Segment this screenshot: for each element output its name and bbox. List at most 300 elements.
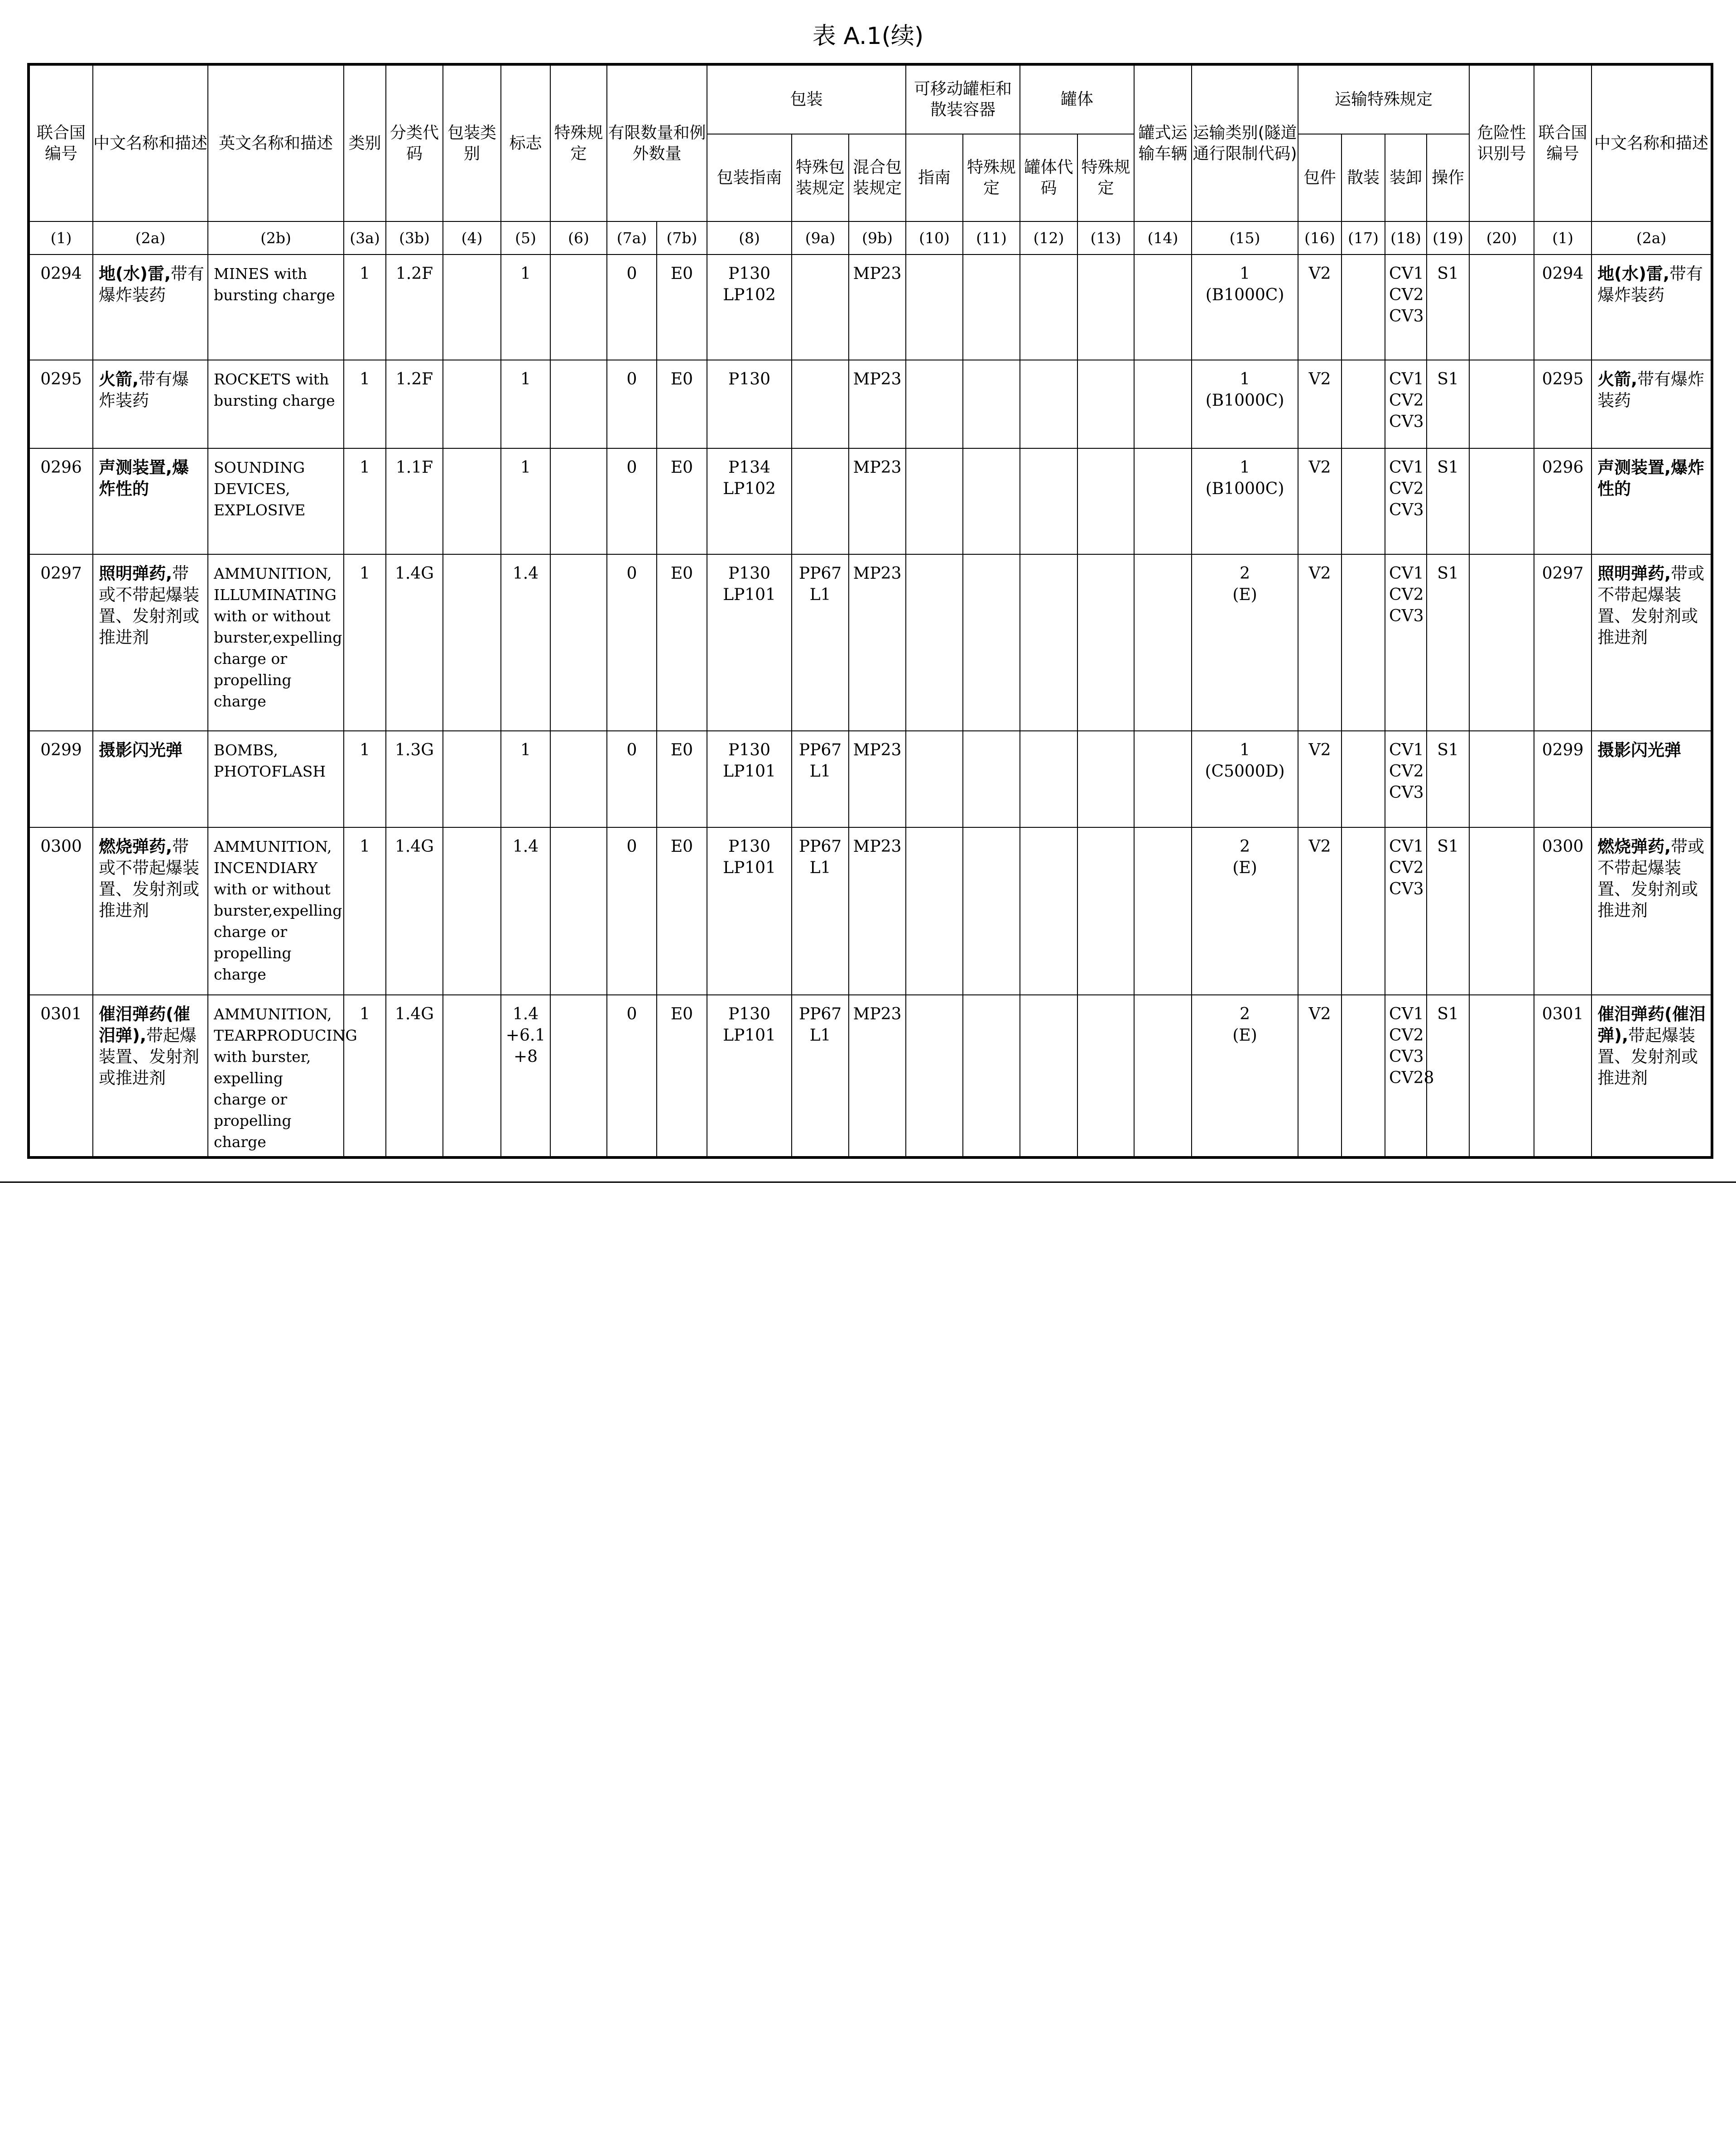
tank-special — [1077, 448, 1134, 554]
tank-vehicle — [1134, 254, 1192, 360]
un-number-right — [1534, 731, 1592, 827]
loading-text: CV1 CV2 CV3 — [1389, 370, 1424, 431]
pt-instructions-text — [906, 255, 962, 266]
column-number: (3a) — [344, 221, 386, 254]
special-pkg — [792, 995, 849, 1157]
name-cn — [93, 827, 208, 994]
packages — [1298, 827, 1342, 994]
table-body — [29, 254, 1712, 1157]
packing-group-text — [443, 255, 500, 266]
loading-text: CV1 CV2 CV3 — [1389, 837, 1424, 899]
name-en-text: BOMBS, PHOTOFLASH — [214, 741, 326, 781]
special-provisions — [550, 360, 607, 448]
dangerous-goods-table — [27, 63, 1713, 1159]
packing-group — [443, 995, 501, 1157]
loading-text: CV1 CV2 CV3 — [1389, 264, 1424, 326]
class-code — [386, 360, 443, 448]
bulk-text — [1342, 255, 1385, 266]
special-pkg — [792, 731, 849, 827]
tank-special — [1077, 995, 1134, 1157]
column-number: (1) — [29, 221, 93, 254]
special-pkg-text: PP67 L1 — [798, 564, 842, 604]
un-number-right — [1534, 448, 1592, 554]
loading — [1385, 360, 1427, 448]
mixed-pkg — [849, 731, 906, 827]
pt-instructions — [906, 995, 963, 1157]
table-row — [29, 254, 1712, 360]
tank-code — [1020, 448, 1077, 554]
special-pkg-text — [792, 449, 848, 460]
tank-vehicle — [1134, 360, 1192, 448]
hazard-id-text — [1470, 255, 1534, 266]
name-en — [208, 254, 344, 360]
mixed-pkg — [849, 827, 906, 994]
labels — [501, 995, 550, 1157]
excepted-qty-text: E0 — [670, 564, 693, 583]
hazard-id — [1469, 554, 1534, 731]
tank-vehicle — [1134, 827, 1192, 994]
limited-qty — [607, 254, 657, 360]
column-number: (9b) — [849, 221, 906, 254]
pkg-instructions — [707, 995, 792, 1157]
name-cn-desc: 带或不带起爆装置、发射剂或推进剂 — [99, 563, 199, 647]
page-bottom-rule — [0, 1181, 1736, 1183]
column-number: (15) — [1192, 221, 1298, 254]
un-number-right — [1534, 360, 1592, 448]
packages — [1298, 360, 1342, 448]
tank-special — [1077, 554, 1134, 731]
limited-qty — [607, 554, 657, 731]
column-number: (7a) — [607, 221, 657, 254]
packages — [1298, 995, 1342, 1157]
class-code-text: 1.2F — [395, 370, 433, 389]
operation-text: S1 — [1437, 837, 1459, 856]
mixed-pkg — [849, 254, 906, 360]
un-number-text: 0300 — [40, 837, 82, 856]
pt-instructions-text — [906, 555, 962, 566]
packages-text: V2 — [1308, 564, 1331, 583]
transport-category — [1192, 554, 1298, 731]
column-number: (2b) — [208, 221, 344, 254]
header-special-provisions: 特殊规定 — [550, 64, 607, 221]
name-cn-desc: 带有爆炸装药 — [1597, 264, 1703, 305]
name-cn-bold: 燃烧弹药, — [99, 837, 173, 857]
pkg-instructions — [707, 360, 792, 448]
special-pkg — [792, 448, 849, 554]
special-pkg — [792, 827, 849, 994]
packing-group-text — [443, 360, 500, 371]
class-code — [386, 448, 443, 554]
bulk-text — [1342, 555, 1385, 566]
un-number-right — [1534, 254, 1592, 360]
limited-qty — [607, 448, 657, 554]
excepted-qty-text: E0 — [670, 458, 693, 477]
tank-special-text — [1078, 555, 1134, 566]
labels-text: 1 — [520, 264, 531, 283]
special-pkg-text: PP67 L1 — [798, 837, 842, 878]
name-cn-bold: 照明弹药, — [99, 563, 173, 583]
column-number: (11) — [963, 221, 1020, 254]
pt-special-text — [963, 995, 1019, 1006]
limited-qty-text: 0 — [626, 1004, 637, 1023]
tank-code — [1020, 554, 1077, 731]
loading — [1385, 995, 1434, 1157]
name-cn-bold: 声测装置,爆炸性的 — [1597, 457, 1705, 499]
limited-qty-text: 0 — [626, 370, 637, 389]
tank-code-text — [1020, 360, 1077, 371]
bulk — [1342, 360, 1385, 448]
operation — [1427, 827, 1469, 994]
un-number — [29, 254, 93, 360]
header-packaging: 包装 — [707, 64, 906, 134]
operation — [1427, 254, 1469, 360]
un-number — [29, 731, 93, 827]
table-row — [29, 995, 1712, 1157]
header-name-en: 英文名称和描述 — [208, 64, 344, 221]
loading — [1385, 254, 1427, 360]
un-number-text: 0297 — [40, 564, 82, 583]
tank-special — [1077, 254, 1134, 360]
header-hazard-id: 危险性识别号 — [1469, 64, 1534, 221]
labels — [501, 827, 550, 994]
labels-text: 1.4 +6.1 +8 — [505, 1004, 546, 1066]
name-cn-desc: 带起爆装置、发射剂或推进剂 — [1597, 1025, 1698, 1088]
special-provisions-text — [551, 555, 606, 566]
loading-text: CV1 CV2 CV3 — [1389, 741, 1424, 802]
tank-vehicle-text — [1135, 360, 1191, 371]
pt-instructions-text — [906, 995, 962, 1006]
un-number-right-text: 0301 — [1542, 1004, 1584, 1023]
loading — [1385, 448, 1427, 554]
name-cn-right — [1592, 995, 1712, 1157]
column-number: (10) — [906, 221, 963, 254]
name-cn — [93, 554, 208, 731]
tank-vehicle-text — [1135, 731, 1191, 742]
operation-text: S1 — [1437, 1004, 1459, 1023]
tank-vehicle — [1134, 448, 1192, 554]
tank-code — [1020, 360, 1077, 448]
mixed-pkg-text: MP23 — [853, 1004, 902, 1023]
special-provisions-text — [551, 449, 606, 460]
limited-qty-text: 0 — [626, 741, 637, 760]
header-limited-qty: 有限数量和例外数量 — [607, 64, 707, 221]
special-provisions-text — [551, 360, 606, 371]
pt-instructions — [906, 827, 963, 994]
tank-vehicle-text — [1135, 555, 1191, 566]
class-code-text: 1.1F — [395, 458, 433, 477]
name-en — [208, 995, 357, 1157]
class-code — [386, 995, 443, 1157]
tank-special — [1077, 731, 1134, 827]
un-number — [29, 360, 93, 448]
packing-group — [443, 448, 501, 554]
pt-special — [963, 827, 1020, 994]
pt-special — [963, 254, 1020, 360]
class-text: 1 — [360, 264, 370, 283]
table-title: 表 A.1(续) — [812, 23, 924, 50]
special-pkg-text — [792, 255, 848, 266]
un-number-right-text: 0297 — [1542, 564, 1584, 583]
name-cn-bold: 燃烧弹药, — [1597, 837, 1671, 857]
loading — [1385, 554, 1427, 731]
tank-special-text — [1078, 255, 1134, 266]
limited-qty-text: 0 — [626, 264, 637, 283]
pkg-instructions — [707, 554, 792, 731]
transport-category-text: 2 (E) — [1232, 1004, 1257, 1045]
transport-category — [1192, 448, 1298, 554]
class-text: 1 — [360, 1004, 370, 1023]
name-cn-bold: 火箭, — [1597, 369, 1638, 389]
mixed-pkg — [849, 448, 906, 554]
column-number: (9a) — [792, 221, 849, 254]
name-cn-right — [1592, 254, 1712, 360]
class-code — [386, 731, 443, 827]
pkg-instructions-text: P130 LP102 — [723, 264, 776, 304]
column-number: (13) — [1077, 221, 1134, 254]
special-provisions — [550, 448, 607, 554]
tank-special-text — [1078, 449, 1134, 460]
labels-text: 1 — [520, 741, 531, 760]
bulk-text — [1342, 449, 1385, 460]
packing-group — [443, 827, 501, 994]
name-cn-bold: 地(水)雷, — [99, 264, 171, 283]
pt-instructions — [906, 731, 963, 827]
class-code-text: 1.2F — [395, 264, 433, 283]
header-tanks: 罐体 — [1020, 64, 1134, 134]
name-cn-bold: 照明弹药, — [1597, 563, 1671, 583]
excepted-qty — [657, 254, 707, 360]
limited-qty-text: 0 — [626, 458, 637, 477]
column-number: (20) — [1469, 221, 1534, 254]
tank-code — [1020, 731, 1077, 827]
header-row-1 — [29, 64, 1712, 134]
name-cn-desc: 带或不带起爆装置、发射剂或推进剂 — [1597, 563, 1705, 647]
header-tank-special: 特殊规定 — [1077, 134, 1134, 221]
operation — [1427, 554, 1469, 731]
name-cn-desc: 带有爆炸装药 — [1597, 369, 1705, 410]
pt-instructions — [906, 254, 963, 360]
un-number-text: 0296 — [40, 458, 82, 477]
special-pkg-text — [792, 360, 848, 371]
pkg-instructions — [707, 254, 792, 360]
limited-qty — [607, 731, 657, 827]
hazard-id-text — [1470, 360, 1534, 371]
transport-category — [1192, 731, 1298, 827]
name-cn-bold: 催泪弹药(催泪弹), — [99, 1004, 190, 1045]
un-number-right-text: 0295 — [1542, 370, 1584, 389]
pkg-instructions-text: P130 LP101 — [723, 564, 776, 604]
hazard-id — [1469, 360, 1534, 448]
pt-instructions-text — [906, 828, 962, 839]
table-row — [29, 827, 1712, 994]
special-pkg — [792, 254, 849, 360]
limited-qty-text: 0 — [626, 564, 637, 583]
excepted-qty-text: E0 — [670, 1004, 693, 1023]
packages — [1298, 254, 1342, 360]
packages-text: V2 — [1308, 370, 1331, 389]
loading-text: CV1 CV2 CV3 — [1389, 564, 1424, 625]
tank-code-text — [1020, 449, 1077, 460]
name-en-text: AMMUNITION, ILLUMINATING with or without burster,expelling charge or propelling charge — [214, 564, 342, 710]
un-number-right — [1534, 827, 1592, 994]
special-provisions — [550, 731, 607, 827]
operation-text: S1 — [1437, 741, 1459, 760]
tank-code-text — [1020, 555, 1077, 566]
table-row — [29, 731, 1712, 827]
bulk — [1342, 448, 1385, 554]
packing-group — [443, 554, 501, 731]
pkg-instructions-text: P130 LP101 — [723, 837, 776, 878]
operation-text: S1 — [1437, 458, 1459, 477]
header-tank-code: 罐体代码 — [1020, 134, 1077, 221]
name-en — [208, 554, 344, 731]
excepted-qty-text: E0 — [670, 741, 693, 760]
class-code-text: 1.3G — [394, 741, 434, 760]
pkg-instructions — [707, 731, 792, 827]
class — [344, 448, 386, 554]
un-number-right-text: 0296 — [1542, 458, 1584, 477]
tank-special — [1077, 360, 1134, 448]
header-tank-vehicle: 罐式运输车辆 — [1134, 64, 1192, 221]
header-transport-category: 运输类别(隧道通行限制代码) — [1192, 64, 1298, 221]
column-number: (2a) — [1592, 221, 1712, 254]
column-number: (17) — [1342, 221, 1385, 254]
header-mixed-pkg: 混合包装规定 — [849, 134, 906, 221]
special-provisions-text — [551, 828, 606, 839]
name-cn-desc: 带或不带起爆装置、发射剂或推进剂 — [99, 837, 199, 921]
header-portable-tanks: 可移动罐柜和散装容器 — [906, 64, 1020, 134]
pkg-instructions-text: P134 LP102 — [723, 458, 776, 498]
packages-text: V2 — [1308, 837, 1331, 856]
bulk-text — [1342, 731, 1385, 742]
hazard-id-text — [1470, 731, 1534, 742]
class-code-text: 1.4G — [394, 1004, 434, 1023]
name-en-text: MINES with bursting charge — [214, 265, 335, 304]
header-transport-special: 运输特殊规定 — [1298, 64, 1469, 134]
excepted-qty-text: E0 — [670, 837, 693, 856]
special-pkg — [792, 554, 849, 731]
class-text: 1 — [360, 741, 370, 760]
labels-text: 1.4 — [512, 837, 539, 856]
packing-group-text — [443, 731, 500, 742]
name-cn-right — [1592, 731, 1712, 827]
header-class: 类别 — [344, 64, 386, 221]
limited-qty — [607, 360, 657, 448]
limited-qty-text: 0 — [626, 837, 637, 856]
name-cn-right — [1592, 360, 1712, 448]
column-number: (8) — [707, 221, 792, 254]
column-number: (5) — [501, 221, 550, 254]
labels-text: 1.4 — [512, 564, 539, 583]
special-provisions — [550, 827, 607, 994]
packages-text: V2 — [1308, 1004, 1331, 1023]
column-number: (1) — [1534, 221, 1592, 254]
packages — [1298, 554, 1342, 731]
transport-category-text: 2 (E) — [1232, 837, 1257, 878]
name-en-text: ROCKETS with bursting charge — [214, 370, 335, 409]
un-number-right-text: 0300 — [1542, 837, 1584, 856]
pt-special-text — [963, 555, 1019, 566]
class — [344, 731, 386, 827]
excepted-qty — [657, 554, 707, 731]
name-en — [208, 448, 344, 554]
column-number: (12) — [1020, 221, 1077, 254]
header-pkg-instructions: 包装指南 — [707, 134, 792, 221]
hazard-id-text — [1470, 449, 1534, 460]
tank-special-text — [1078, 731, 1134, 742]
name-cn-desc: 带有爆炸装药 — [99, 264, 204, 305]
bulk — [1342, 827, 1385, 994]
loading — [1385, 827, 1427, 994]
tank-special — [1077, 827, 1134, 994]
transport-category-text: 1 (B1000C) — [1205, 458, 1284, 498]
class — [344, 827, 386, 994]
pt-instructions — [906, 360, 963, 448]
labels — [501, 554, 550, 731]
table-row — [29, 360, 1712, 448]
column-number: (6) — [550, 221, 607, 254]
pt-special — [963, 995, 1020, 1157]
name-en — [208, 827, 344, 994]
operation — [1427, 731, 1469, 827]
tank-vehicle — [1134, 731, 1192, 827]
special-provisions — [550, 254, 607, 360]
tank-vehicle-text — [1135, 255, 1191, 266]
class — [344, 554, 386, 731]
mixed-pkg-text: MP23 — [853, 741, 902, 760]
labels — [501, 448, 550, 554]
excepted-qty — [657, 731, 707, 827]
labels-text: 1 — [520, 458, 531, 477]
name-en-text: SOUNDING DEVICES, EXPLOSIVE — [214, 458, 306, 519]
hazard-id-text — [1470, 828, 1534, 839]
header-pt-special: 特殊规定 — [963, 134, 1020, 221]
class-code — [386, 554, 443, 731]
name-cn-desc: 带或不带起爆装置、发射剂或推进剂 — [1597, 837, 1705, 921]
transport-category-text: 1 (B1000C) — [1205, 264, 1284, 304]
operation-text: S1 — [1437, 264, 1459, 283]
un-number — [29, 448, 93, 554]
tank-code-text — [1020, 731, 1077, 742]
name-cn-bold: 摄影闪光弹 — [1597, 740, 1682, 760]
mixed-pkg-text: MP23 — [853, 264, 902, 283]
packages-text: V2 — [1308, 741, 1331, 760]
special-provisions-text — [551, 255, 606, 266]
name-en-text: AMMUNITION, INCENDIARY with or without burster,expelling charge or propelling charge — [214, 838, 342, 984]
packages-text: V2 — [1308, 264, 1331, 283]
name-cn-desc: 带起爆装置、发射剂或推进剂 — [99, 1025, 199, 1088]
pt-special-text — [963, 449, 1019, 460]
header-loading: 装卸 — [1385, 134, 1427, 221]
packing-group-text — [443, 449, 500, 460]
header-labels: 标志 — [501, 64, 550, 221]
hazard-id-text — [1470, 555, 1534, 566]
tank-code — [1020, 254, 1077, 360]
bulk-text — [1342, 995, 1385, 1006]
name-cn — [93, 254, 208, 360]
mixed-pkg — [849, 360, 906, 448]
class-text: 1 — [360, 837, 370, 856]
name-cn-right — [1592, 448, 1712, 554]
un-number-right — [1534, 995, 1592, 1157]
hazard-id — [1469, 254, 1534, 360]
packages-text: V2 — [1308, 458, 1331, 477]
tank-code — [1020, 827, 1077, 994]
packing-group-text — [443, 555, 500, 566]
name-cn-right — [1592, 554, 1712, 731]
un-number-text: 0294 — [40, 264, 82, 283]
pt-special-text — [963, 255, 1019, 266]
